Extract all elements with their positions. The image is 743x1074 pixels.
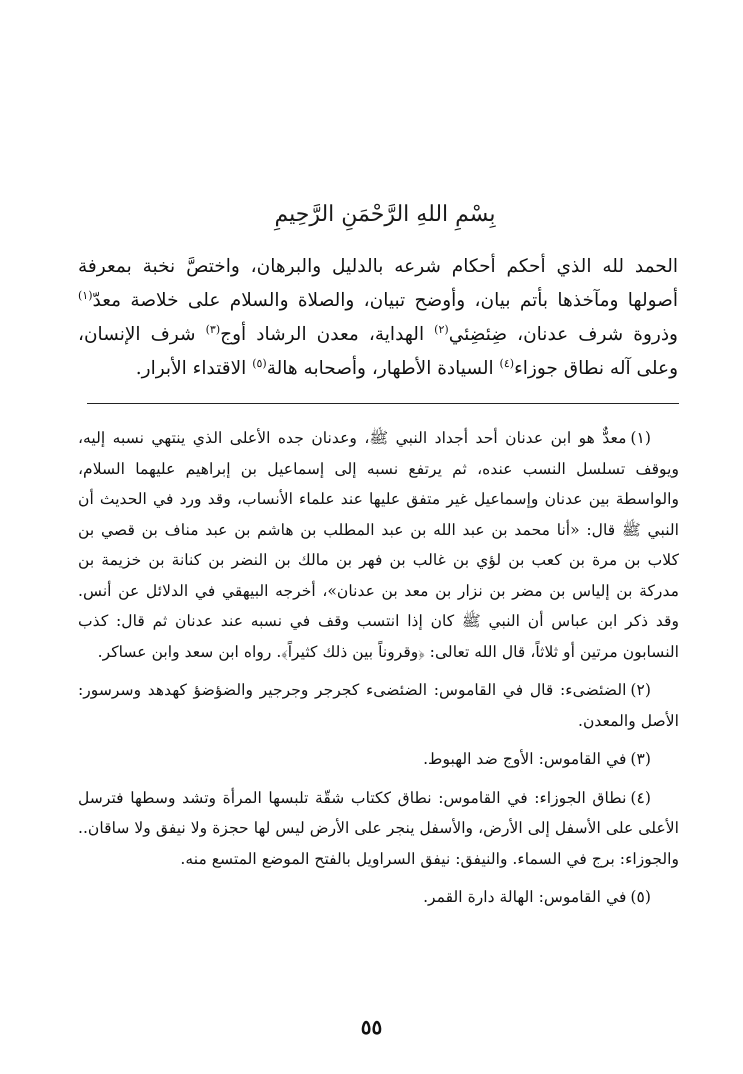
footnote-ref-5: (٥)	[252, 356, 267, 370]
footnote-ref-3: (٣)	[205, 322, 221, 336]
footnote-text: معدٌّ هو ابن عدنان أحد أجداد النبي ﷺ، وعدنان جده الأعلى الذي ينتهي نسبه إليه، ويوقف تسلسل النسب عنده، ثم يرتفع نسبه إلى إسماعيل بن إبراهيم عليهما السلام، والواسطة بين عدنان وإسماعيل غير متفق عليها عند علماء الأنساب، وقد ورد في الحديث أن النبي ﷺ قال: «أنا محمد بن عبد الله بن عبد المطلب بن هاشم بن عبد مناف بن قصي بن كلاب بن مرة بن كعب بن لؤي بن غالب بن فهر بن مالك بن النضر بن كنانة بن خزيمة بن مدركة بن إلياس بن مضر بن نزار بن معد بن عدنان»، أخرجه البيهقي في الدلائل عن أنس. وقد ذكر ابن عباس أن النبي ﷺ كان إذا انتسب وقف في نسبه عند عدنان ثم قال: كذب النسابون مرتين أو ثلاثاً، قال الله تعالى: ﴿وقروناً بين ذلك كثيراً﴾. رواه ابن سعد وابن عساكر.	[78, 429, 679, 661]
text-segment: الحمد لله الذي أحكم أحكام شرعه بالدليل والبرهان، واختصَّ نخبة بمعرفة أصولها ومآخذها بأتم بيان، وأوضح تبيان، والصلاة والسلام على خلاصة معدّ	[78, 256, 678, 311]
footnote-text: الضئضىء: قال في القاموس: الضئضىء كجرجر وجرجير والضؤضؤ كهدهد وسرسور: الأصل والمعدن.	[78, 681, 679, 730]
footnote-text: نطاق الجوزاء: في القاموس: نطاق ككتاب شقّة تلبسها المرأة وتشد وسطها فترسل الأعلى على الأسفل إلى الأرض، والأسفل ينجر على الأرض ليس لها حجزة ولا نيفق ولا ساقان.. والجوزاء: برج في السماء. والنيفق: نيفق السراويل بالفتح الموضع المتسع منه.	[78, 788, 679, 868]
footnote-number: (٣)	[630, 750, 651, 768]
footnote-1	[78, 423, 679, 667]
footnote-4	[78, 783, 679, 875]
footnote-ref-1: (١)	[78, 288, 93, 302]
footnote-5	[78, 882, 679, 913]
footnote-2	[78, 675, 679, 736]
page-number: ٥٥	[360, 1015, 383, 1039]
footnote-number: (٢)	[630, 681, 651, 699]
text-segment: الاقتداء الأبرار.	[135, 358, 253, 379]
basmala-heading: بِسْمِ اللهِ الرَّحْمَنِ الرَّحِيمِ	[274, 202, 496, 227]
intro-paragraph	[78, 250, 678, 386]
footnote-separator	[87, 403, 679, 404]
footnote-ref-2: (٢)	[434, 322, 449, 336]
footnotes-section	[78, 423, 679, 921]
footnote-text: في القاموس: الأوج ضد الهبوط.	[423, 750, 627, 768]
text-segment: وذروة شرف عدنان، ضِئضِئي	[448, 324, 678, 345]
footnote-text: في القاموس: الهالة دارة القمر.	[423, 888, 627, 906]
text-segment: شرف الإنسان، وعلى آله نطاق جوزاء	[78, 324, 678, 379]
main-paragraph	[78, 250, 678, 386]
footnote-number: (١)	[630, 429, 651, 447]
text-segment: الهداية، معدن الرشاد أوج	[220, 324, 435, 345]
footnote-3	[78, 744, 679, 775]
footnote-number: (٥)	[630, 888, 651, 906]
footnote-number: (٤)	[630, 788, 651, 807]
footnote-ref-4: (٤)	[499, 356, 515, 370]
text-segment: السيادة الأطهار، وأصحابه هالة	[266, 358, 500, 379]
